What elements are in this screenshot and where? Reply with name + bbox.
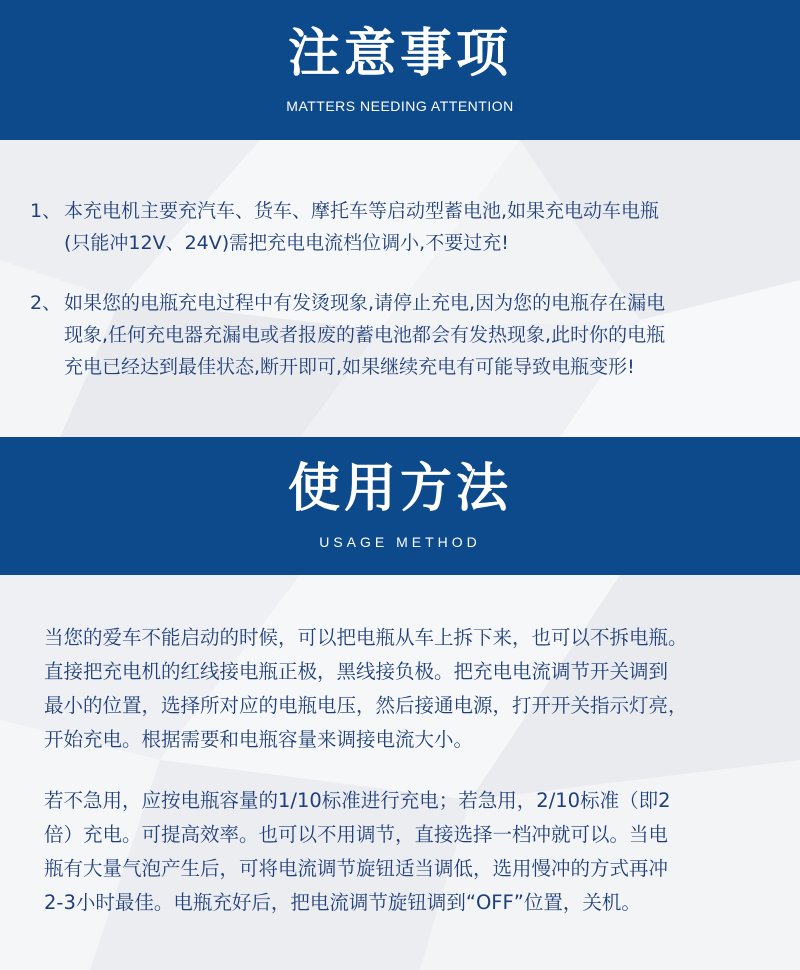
list-item	[30, 195, 770, 259]
item-text-line: 如果您的电瓶充电过程中有发烫现象,请停止充电,因为您的电瓶存在漏电	[64, 292, 666, 314]
item-number: 1、	[30, 200, 62, 222]
paragraph-line: 最小的位置，选择所对应的电瓶电压，然后接通电源，打开开关指示灯亮，	[44, 694, 688, 717]
item-text-line: 现象,任何充电器充漏电或者报废的蓄电池都会有发热现象,此时你的电瓶	[64, 324, 666, 346]
section-banner-usage	[0, 437, 800, 575]
paragraph-line: 直接把充电机的红线接电瓶正极，黑线接负极。把充电电流调节开关调到	[44, 660, 669, 683]
item-text-line: 充电已经达到最佳状态,断开即可,如果继续充电有可能导致电瓶变形!	[64, 356, 635, 378]
section-title: 注意事项	[287, 24, 512, 84]
section-banner-attention	[0, 0, 800, 140]
paragraph-line: 开始充电。根据需要和电瓶容量来调接电流大小。	[44, 728, 474, 751]
paragraph-line: 倍）充电。可提高效率。也可以不用调节，直接选择一档冲就可以。当电	[44, 823, 669, 846]
section-subtitle: MATTERS NEEDING ATTENTION	[286, 98, 514, 114]
item-text-line: 本充电机主要充汽车、货车、摩托车等启动型蓄电池,如果充电动车电瓶	[64, 200, 660, 222]
paragraph-line: 当您的爱车不能启动的时候，可以把电瓶从车上拆下来，也可以不拆电瓶。	[44, 626, 688, 649]
item-text-line: (只能冲12V、24V)需把充电电流档位调小,不要过充!	[64, 232, 509, 254]
paragraph	[44, 784, 764, 920]
section-subtitle: USAGE METHOD	[319, 534, 481, 550]
paragraph-line: 瓶有大量气泡产生后，可将电流调节旋钮适当调低，选用慢冲的方式再冲	[44, 857, 669, 880]
section-title: 使用方法	[287, 459, 512, 519]
list-item	[30, 287, 770, 383]
paragraph	[44, 621, 764, 757]
item-number: 2、	[30, 292, 62, 314]
paragraph-line: 若不急用，应按电瓶容量的1/10标准进行充电；若急用，2/10标准（即2	[44, 789, 671, 812]
paragraph-line: 2-3小时最佳。电瓶充好后，把电流调节旋钮调到“OFF”位置，关机。	[44, 891, 641, 914]
